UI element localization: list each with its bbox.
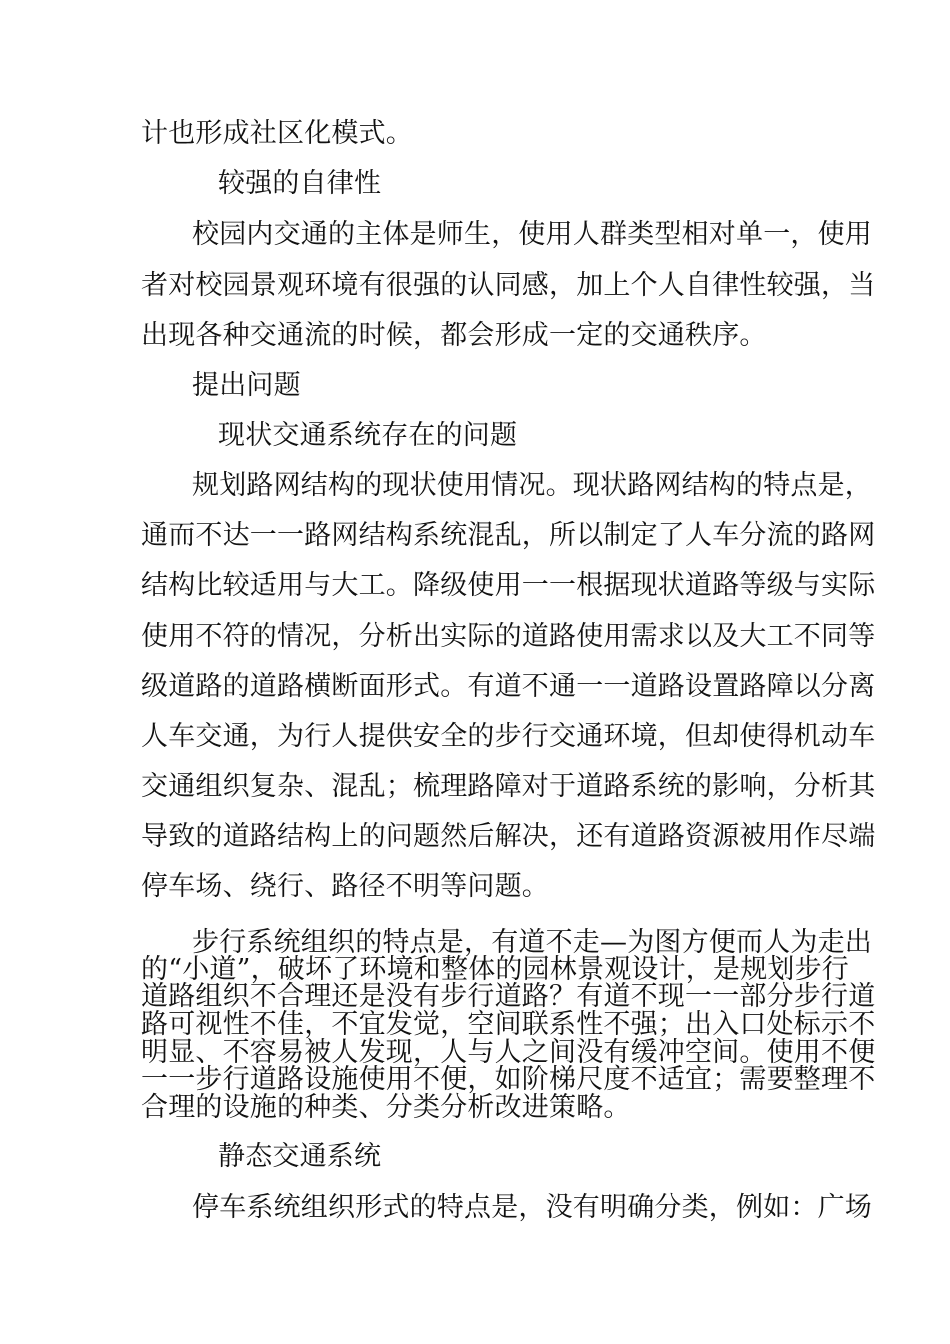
text-line: 停车系统组织形式的特点是，没有明确分类，例如：广场 [192, 1192, 872, 1223]
text-line: 一一步行道路设施使用不便，如阶梯尺度不适宜；需要整理不 [141, 1064, 876, 1095]
text-line: 规划路网结构的现状使用情况。现状路网结构的特点是， [192, 470, 872, 501]
text-line: 者对校园景观环境有很强的认同感，加上个人自律性较强，当 [141, 270, 876, 301]
text-line: 步行系统组织的特点是，有道不走—为图方便而人为走出 [192, 927, 872, 958]
text-line: 路可视性不佳，不宜发觉，空间联系性不强；出入口处标示不 [141, 1009, 876, 1040]
text-line: 结构比较适用与大工。降级使用一一根据现状道路等级与实际 [141, 570, 876, 601]
text-line: 的“小道”，破坏了环境和整体的园林景观设计，是规划步行 [141, 954, 850, 985]
text-line: 校园内交通的主体是师生，使用人群类型相对单一，使用 [192, 219, 872, 250]
text-line: 合理的设施的种类、分类分析改进策略。 [141, 1092, 631, 1123]
text-line: 停车场、绕行、路径不明等问题。 [141, 871, 549, 902]
text-line: 明显、不容易被人发现，人与人之间没有缓冲空间。使用不便 [141, 1037, 876, 1068]
text-line: 人车交通，为行人提供安全的步行交通环境，但却使得机动车 [141, 721, 876, 752]
text-line: 计也形成社区化模式。 [141, 118, 413, 149]
text-line: 级道路的道路横断面形式。有道不通一一道路设置路障以分离 [141, 671, 876, 702]
text-line: 导致的道路结构上的问题然后解决，还有道路资源被用作尽端 [141, 821, 876, 852]
text-line: 道路组织不合理还是没有步行道路？有道不现一一部分步行道 [141, 981, 876, 1012]
text-line: 通而不达一一路网结构系统混乱，所以制定了人车分流的路网 [141, 520, 876, 551]
text-line: 使用不符的情况，分析出实际的道路使用需求以及大工不同等 [141, 621, 876, 652]
subheading: 静态交通系统 [218, 1141, 382, 1172]
subheading: 较强的自律性 [218, 168, 382, 199]
section-heading: 提出问题 [192, 370, 301, 401]
text-line: 出现各种交通流的时候，都会形成一定的交通秩序。 [141, 320, 767, 351]
text-line: 交通组织复杂、混乱；梳理路障对于道路系统的影响，分析其 [141, 771, 876, 802]
subheading: 现状交通系统存在的问题 [218, 420, 518, 451]
